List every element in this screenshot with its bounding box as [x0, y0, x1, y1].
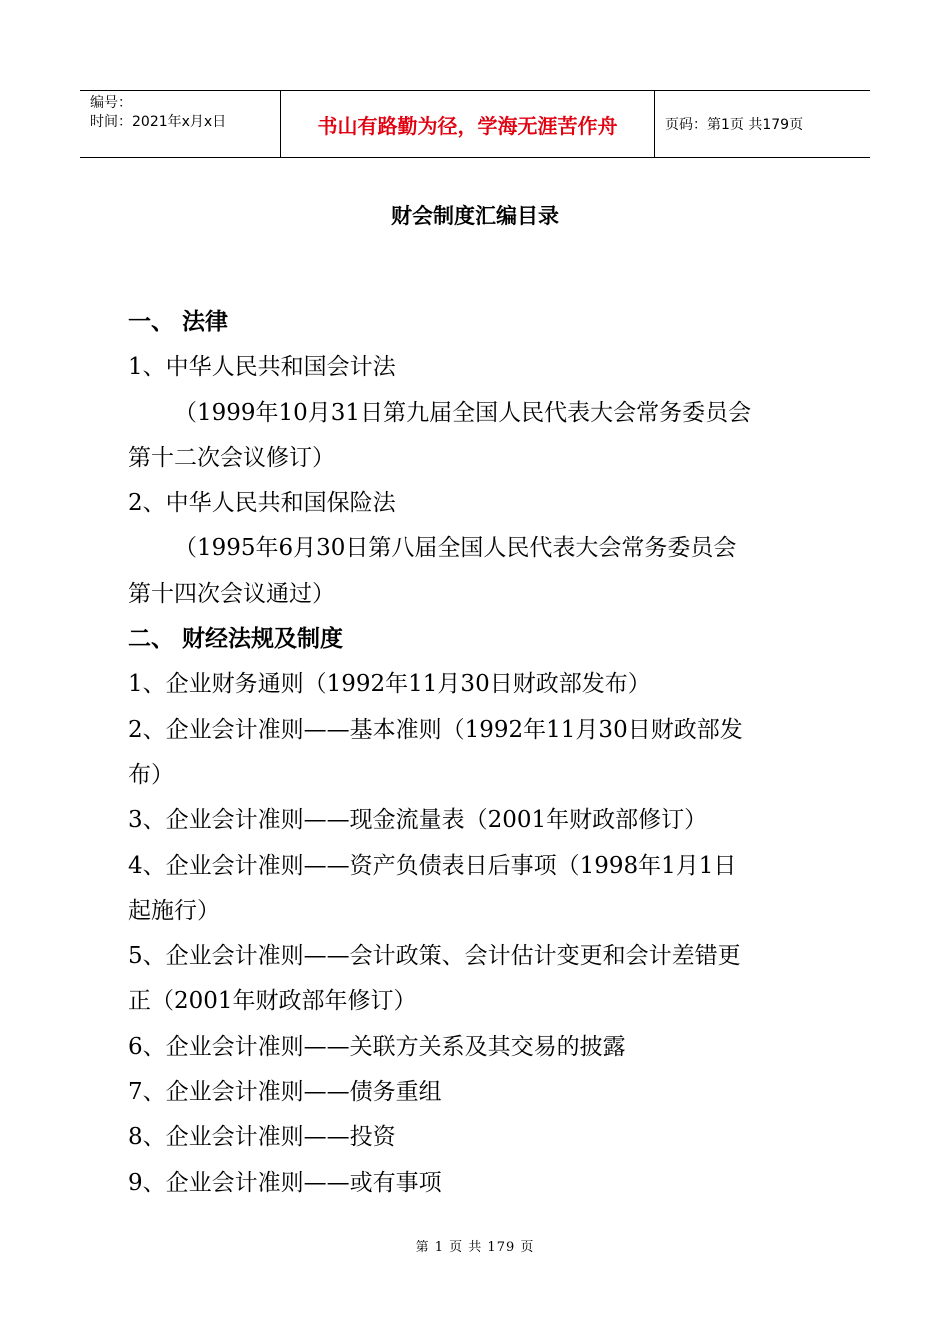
toc-line: （1999年10月31日第九届全国人民代表大会常务委员会 [174, 399, 752, 426]
toc-line: 2、企业会计准则——基本准则（1992年11月30日财政部发 [128, 716, 743, 743]
toc-line: 6、企业会计准则——关联方关系及其交易的披露 [128, 1033, 626, 1060]
toc-section-heading: 一、 法律 [128, 309, 229, 335]
toc-line: 第十二次会议修订） [128, 444, 335, 471]
document-number-label: 编号： [90, 95, 132, 111]
page-header [80, 90, 870, 158]
toc-line: （1995年6月30日第八届全国人民代表大会常务委员会 [174, 535, 737, 562]
header-meta [80, 91, 281, 157]
page-footer: 第 1 页 共 179 页 [415, 1240, 535, 1255]
toc-line: 第十四次会议通过） [128, 580, 335, 607]
toc-line: 2、中华人民共和国保险法 [128, 490, 396, 517]
document-title: 财会制度汇编目录 [391, 204, 559, 228]
toc-line: 正（2001年财政部年修订） [128, 988, 417, 1015]
table-of-contents [128, 300, 828, 1206]
header-page-info: 页码：第1页 共179页 [665, 117, 804, 133]
toc-line: 1、中华人民共和国会计法 [128, 354, 396, 381]
toc-line: 起施行） [128, 897, 220, 924]
toc-line: 3、企业会计准则——现金流量表（2001年财政部修订） [128, 807, 708, 834]
toc-line: 1、企业财务通则（1992年11月30日财政部发布） [128, 671, 651, 698]
toc-line: 8、企业会计准则——投资 [128, 1124, 396, 1151]
toc-line: 布） [128, 761, 174, 788]
toc-line: 5、企业会计准则——会计政策、会计估计变更和会计差错更 [128, 943, 741, 970]
header-motto: 书山有路勤为径，学海无涯苦作舟 [281, 91, 655, 157]
toc-line: 7、企业会计准则——债务重组 [128, 1079, 442, 1106]
toc-line: 9、企业会计准则——或有事项 [128, 1169, 442, 1196]
toc-section-heading: 二、 财经法规及制度 [128, 626, 344, 653]
toc-line: 4、企业会计准则——资产负债表日后事项（1998年1月1日 [128, 852, 737, 879]
document-time-label: 时间：2021年x月x日 [90, 114, 227, 130]
